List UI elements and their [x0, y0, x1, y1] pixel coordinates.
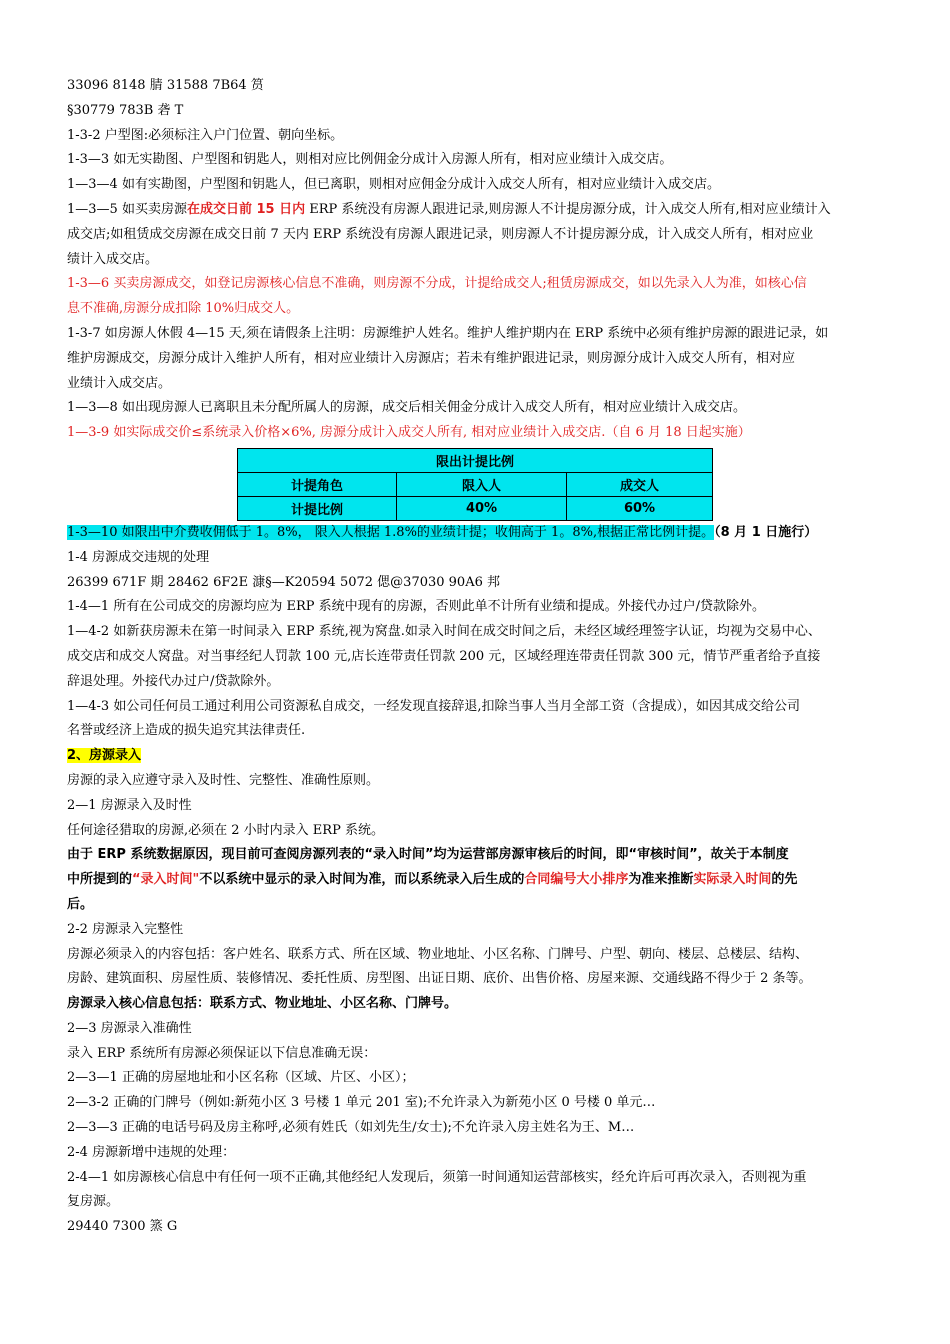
- line: 房源必须录入的内容包括：客户姓名、联系方式、所在区域、物业地址、小区名称、门牌号、户型、朝向、楼层、总楼层、结构、: [67, 946, 809, 962]
- line: 2-4 房源新增中违规的处理：: [67, 1144, 236, 1160]
- line-1-3-5: [67, 198, 885, 223]
- table-header-cell: 成交人: [567, 472, 713, 496]
- line: 2-2 房源录入完整性: [67, 921, 184, 937]
- line: 2-4—1 如房源核心信息中有任何一项不正确,其他经纪人发现后，须第一时间通知运营部核实，经允许后可再次录入，否则视为重: [67, 1169, 807, 1185]
- table-header-cell: 计提角色: [238, 472, 397, 496]
- table-cell: 计提比例: [238, 496, 397, 520]
- line: 成交店;如租赁成交房源在成交日前 7 天内 ERP 系统没有房源人跟进记录，则房源人不计提房源分成，计入成交人所有，相对应业: [67, 226, 814, 242]
- line: 1-3—3 如无实勘图、户型图和钥匙人，则相对应比例佣金分成计入房源人所有，相对应业绩计入成交店。: [67, 152, 673, 168]
- line: 1-3-7 如房源人休假 4—15 天,须在请假条上注明：房源维护人姓名。维护人维护期内在 ERP 系统中必须有维护房源的跟进记录，如: [67, 325, 829, 341]
- line: §30779 783B 砻 T: [67, 102, 184, 118]
- text: 1—3—5 如买卖房源: [67, 201, 187, 217]
- line-1-3-10: [67, 521, 885, 546]
- line: 2—1 房源录入及时性: [67, 797, 192, 813]
- line: 成交店和成交人窝盘。对当事经纪人罚款 100 元,店长连带责任罚款 200 元，区域经理连带责任罚款 300 元，情节严重者给予直接: [67, 648, 821, 664]
- effective-date: （8 月 1 日施行）: [714, 524, 818, 540]
- line-bold: 后。: [67, 896, 94, 912]
- table-title: 限出计提比例: [238, 448, 713, 472]
- line: 1—4-2 如新获房源未在第一时间录入 ERP 系统,视为窝盘.如录入时间在成交时间之后，未经区域经理签字认证，均视为交易中心、: [67, 624, 821, 640]
- line-red: 1—3-9 如实际成交价≤系统录入价格×6%, 房源分成计入成交人所有, 相对应业绩计入成交店.（自 6 月 18 日起实施）: [67, 425, 751, 441]
- line-bold: 由于 ERP 系统数据原因，现目前可查阅房源列表的“录入时间”均为运营部房源审核后的时间，即“审核时间”，故关于本制度: [67, 847, 789, 863]
- line: 辞退处理。外接代办过户/贷款除外。: [67, 673, 280, 689]
- line: 维护房源成交，房源分成计入维护人所有，相对应业绩计入房源店；若未有维护跟进记录，则房源分成计入成交人所有，相对应: [67, 350, 796, 366]
- table-cell: 40%: [397, 496, 567, 520]
- text: 为准来推断: [628, 872, 694, 888]
- line: 1—3—4 如有实勘图，户型图和钥匙人，但已离职，则相对应佣金分成计入成交人所有，相对应业绩计入成交店。: [67, 177, 720, 193]
- line-red: 1-3—6 买卖房源成交，如登记房源核心信息不准确，则房源不分成，计提给成交人;租赁房源成交，如以先录入人为准，如核心信: [67, 276, 807, 292]
- text: ERP 系统没有房源人跟进记录,则房源人不计提房源分成，计入成交人所有,相对应业绩计入: [305, 201, 831, 217]
- line-bold-mixed: [67, 868, 885, 893]
- line: 房源的录入应遵守录入及时性、完整性、准确性原则。: [67, 772, 380, 788]
- ratio-table: [237, 448, 713, 521]
- line: 1—3—8 如出现房源人已离职且未分配所属人的房源，成交后相关佣金分成计入成交人所有，相对应业绩计入成交店。: [67, 400, 746, 416]
- line: 1-3-2 户型图:必须标注入户门位置、朝向坐标。: [67, 127, 344, 143]
- line: 2—3—1 正确的房屋地址和小区名称（区域、片区、小区）；: [67, 1070, 415, 1086]
- highlighted-text: 1-3—10 如限出中介费收佣低于 1。8%， 限入人根据 1.8%的业绩计提；收佣高于 1。8%,根据正常比例计提。: [67, 524, 715, 540]
- emphasis-red: “录入时间": [132, 872, 200, 888]
- text: 中所提到的: [67, 872, 133, 888]
- line: 1-4 房源成交违规的处理: [67, 549, 210, 565]
- line: 复房源。: [67, 1194, 120, 1210]
- emphasis-red: 实际录入时间: [693, 872, 772, 888]
- line: 1-4—1 所有在公司成交的房源均应为 ERP 系统中现有的房源，否则此单不计所有业绩和提成。外接代办过户/贷款除外。: [67, 599, 766, 615]
- document-page: [67, 74, 885, 1240]
- line-red: 息不准确,房源分成扣除 10%归成交人。: [67, 301, 300, 317]
- line: 26399 671F 期 28462 6F2E 漮§—K20594 5072 偲@37030 90A6 邦: [67, 574, 500, 590]
- line: 2—3 房源录入准确性: [67, 1020, 192, 1036]
- line: 绩计入成交店。: [67, 251, 159, 267]
- line: 2—3—3 正确的电话号码及房主称呼,必须有姓氏（如刘先生/女士);不允许录入房主姓名为王、M…: [67, 1120, 635, 1136]
- table-header-cell: 限入人: [397, 472, 567, 496]
- section-heading: [67, 744, 885, 769]
- line: 名誉或经济上造成的损失追究其法律责任.: [67, 723, 306, 739]
- line: 录入 ERP 系统所有房源必须保证以下信息准确无误：: [67, 1045, 377, 1061]
- line-bold: 房源录入核心信息包括：联系方式、物业地址、小区名称、门牌号。: [67, 996, 458, 1012]
- line: 1—4-3 如公司任何员工通过利用公司资源私自成交，一经发现直接辞退,扣除当事人当月全部工资（含提成），如因其成交给公司: [67, 698, 800, 714]
- text: 的先: [771, 872, 798, 888]
- text: 不以系统中显示的录入时间为准，而以系统录入后生成的: [199, 872, 525, 888]
- emphasis-red: 合同编号大小排序: [524, 872, 629, 888]
- section-title: 2、房源录入: [67, 748, 142, 764]
- line: 2—3-2 正确的门牌号（例如:新苑小区 3 号楼 1 单元 201 室);不允许录入为新苑小区 0 号楼 0 单元…: [67, 1095, 656, 1111]
- line: 29440 7300 篜 G: [67, 1219, 178, 1235]
- line: 房龄、建筑面积、房屋性质、装修情况、委托性质、房型图、出证日期、底价、出售价格、房屋来源、交通线路不得少于 2 条等。: [67, 971, 812, 987]
- line: 任何途径猎取的房源,必须在 2 小时内录入 ERP 系统。: [67, 822, 384, 838]
- table-cell: 60%: [567, 496, 713, 520]
- line: 业绩计入成交店。: [67, 375, 172, 391]
- emphasis-red: 在成交日前 15 日内: [186, 201, 306, 217]
- line: 33096 8148 腈 31588 7B64 筼: [67, 78, 264, 93]
